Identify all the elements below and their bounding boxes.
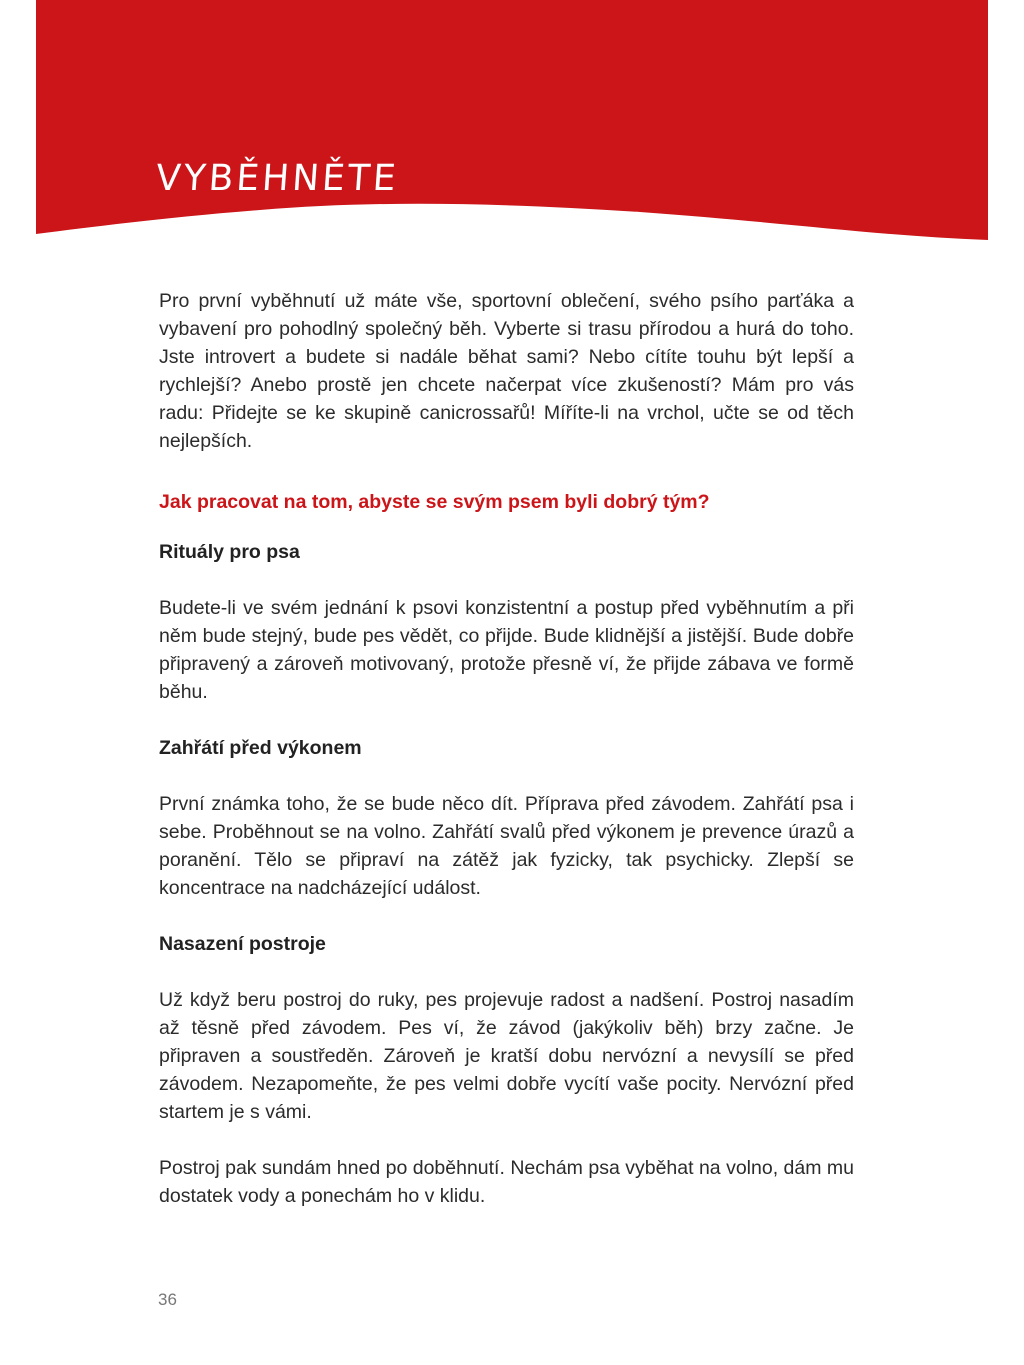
header-banner [0,0,1024,240]
paragraph-rituals: Budete-li ve svém jednání k psovi konzistentní a postup před vyběhnutím a při něm bude stejný, bude pes vědět, co přijde. Bude klidnější a jistější. Bude dobře připravený a zároveň motivovaný, protože přesně ví, že přijde zábava ve formě běhu. [159,597,854,703]
page-title: VYBĚHNĚTE [154,158,400,199]
red-wave-banner [0,0,1024,240]
heading-harness: Nasazení postroje [159,933,326,955]
paragraph-warmup: První známka toho, že se bude něco dít. Příprava před závodem. Zahřátí psa i sebe. Proběhnout se na volno. Zahřátí svalů před výkonem je prevence úrazů a poranění. Tělo se připraví na zátěž jak fyzicky, tak psychicky. Zlepší se koncentrace na nadcházející událost. [159,793,854,899]
paragraph-harness-2: Postroj pak sundám hned po doběhnutí. Nechám psa vyběhat na volno, dám mu dostatek vody a ponechám ho v klidu. [159,1157,854,1207]
intro-paragraph: Pro první vyběhnutí už máte vše, sportovní oblečení, svého psího parťáka a vybavení pro pohodlný společný běh. Vyberte si trasu přírodou a hurá do toho. Jste introvert a budete si nadále běhat sami? Nebo cítíte touhu být lepší a rychlejší? Anebo prostě jen chcete načerpat více zkušeností? Mám pro vás radu: Přidejte se ke skupině canicrossařů! Míříte-li na vrchol, učte se od těch nejlepších. [159,290,854,452]
paw-icon [0,0,34,28]
heading-rituals: Rituály pro psa [159,541,300,563]
article-body [159,287,854,1210]
paragraph-harness: Už když beru postroj do ruky, pes projevuje radost a nadšení. Postroj nasadím až těsně před závodem. Pes ví, že závod (jakýkoliv běh) brzy začne. Je připraven a soustředěn. Zároveň je kratší dobu nervózní a nevysílí se před závodem. Nezapomeňte, že pes velmi dobře vycítí vaše pocity. Nervózní před startem je s vámi. [159,989,854,1123]
page-number: 36 [158,1290,177,1309]
section-subheading: Jak pracovat na tom, abyste se svým psem byli dobrý tým? [159,491,710,513]
heading-warmup: Zahřátí před výkonem [159,737,362,759]
